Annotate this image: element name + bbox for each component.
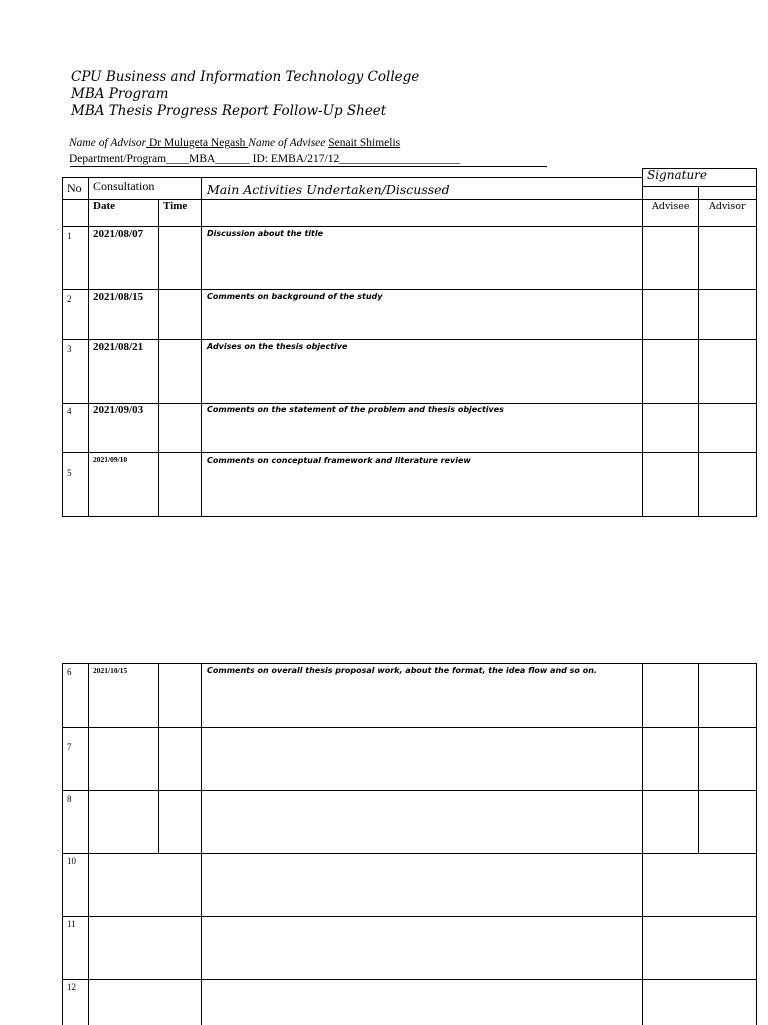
row-activity: Discussion about the title	[207, 229, 324, 238]
grid-line	[62, 727, 757, 728]
row-date: 2021/08/15	[93, 291, 144, 303]
college-name: CPU Business and Information Technology College	[71, 69, 420, 85]
col-no-header: No	[67, 181, 82, 195]
row-date: 2021/10/15	[93, 666, 128, 675]
col-signature-header: Signature	[647, 168, 708, 182]
grid-line	[88, 177, 89, 517]
row-date: 2021/08/21	[93, 341, 144, 353]
row-number: 5	[67, 468, 72, 478]
grid-line	[201, 177, 202, 517]
program-name: MBA Program	[71, 86, 169, 102]
grid-line	[698, 663, 699, 854]
row-number: 12	[67, 982, 76, 992]
grid-line	[88, 663, 89, 1025]
row-date: 2021/08/07	[93, 228, 144, 240]
grid-line	[642, 186, 757, 187]
advisee-label: Name of Advisee	[248, 137, 326, 149]
grid-line	[62, 853, 757, 854]
advisor-label: Name of Advisor	[69, 137, 147, 149]
row-date: 2021/09/10	[93, 455, 128, 464]
col-advisee-header: Advisee	[652, 201, 690, 212]
col-main-activities-header: Main Activities Undertaken/Discussed	[207, 182, 450, 197]
row-activity: Advises on the thesis objective	[207, 342, 348, 351]
grid-line	[62, 979, 757, 980]
col-date-header: Date	[93, 200, 115, 212]
grid-line	[756, 663, 757, 1025]
grid-line	[158, 663, 159, 854]
row-number: 10	[67, 856, 76, 866]
row-number: 4	[67, 406, 72, 416]
grid-line	[62, 663, 63, 1025]
grid-line	[158, 199, 159, 517]
grid-line	[62, 790, 757, 791]
grid-line	[642, 663, 643, 1025]
id-label: ID:	[252, 153, 269, 165]
grid-line	[62, 339, 757, 340]
row-number: 6	[67, 667, 72, 677]
department-value: ____MBA______	[166, 153, 250, 165]
advisee-name: Senait Shimelis	[328, 137, 401, 149]
id-value: EMBA/217/12_____________________	[268, 153, 461, 165]
row-activity: Comments on the statement of the problem and thesis objectives	[207, 405, 504, 414]
grid-line	[62, 516, 757, 517]
row-number: 2	[67, 294, 72, 304]
advisor-name: Dr Mulugeta Negash	[146, 137, 249, 149]
col-time-header: Time	[163, 200, 188, 212]
grid-line	[642, 168, 643, 517]
grid-line	[62, 289, 757, 290]
grid-line	[62, 403, 757, 404]
col-advisor-header: Advisor	[709, 201, 746, 212]
grid-line	[62, 226, 757, 227]
row-date: 2021/09/03	[93, 404, 144, 416]
row-activity: Comments on background of the study	[207, 292, 383, 301]
grid-line	[62, 177, 63, 517]
department-line	[69, 153, 460, 165]
grid-line	[62, 452, 757, 453]
row-activity: Comments on conceptual framework and literature review	[207, 456, 471, 465]
row-number: 7	[67, 742, 72, 752]
grid-line	[698, 186, 699, 517]
row-number: 8	[67, 794, 72, 804]
advisor-line	[69, 137, 400, 149]
row-number: 1	[67, 231, 72, 241]
grid-line	[62, 916, 757, 917]
col-consultation-header: Consultation	[93, 179, 155, 193]
grid-line	[62, 663, 757, 664]
row-activity: Comments on overall thesis proposal work, about the format, the idea flow and so on.	[207, 666, 597, 675]
department-label: Department/Program	[69, 153, 167, 165]
row-number: 11	[67, 919, 76, 929]
sheet-title: MBA Thesis Progress Report Follow-Up Sheet	[71, 103, 387, 119]
row-number: 3	[67, 344, 72, 354]
grid-line	[201, 663, 202, 1025]
grid-line	[756, 168, 757, 517]
grid-line	[70, 166, 547, 167]
grid-line	[62, 177, 643, 178]
